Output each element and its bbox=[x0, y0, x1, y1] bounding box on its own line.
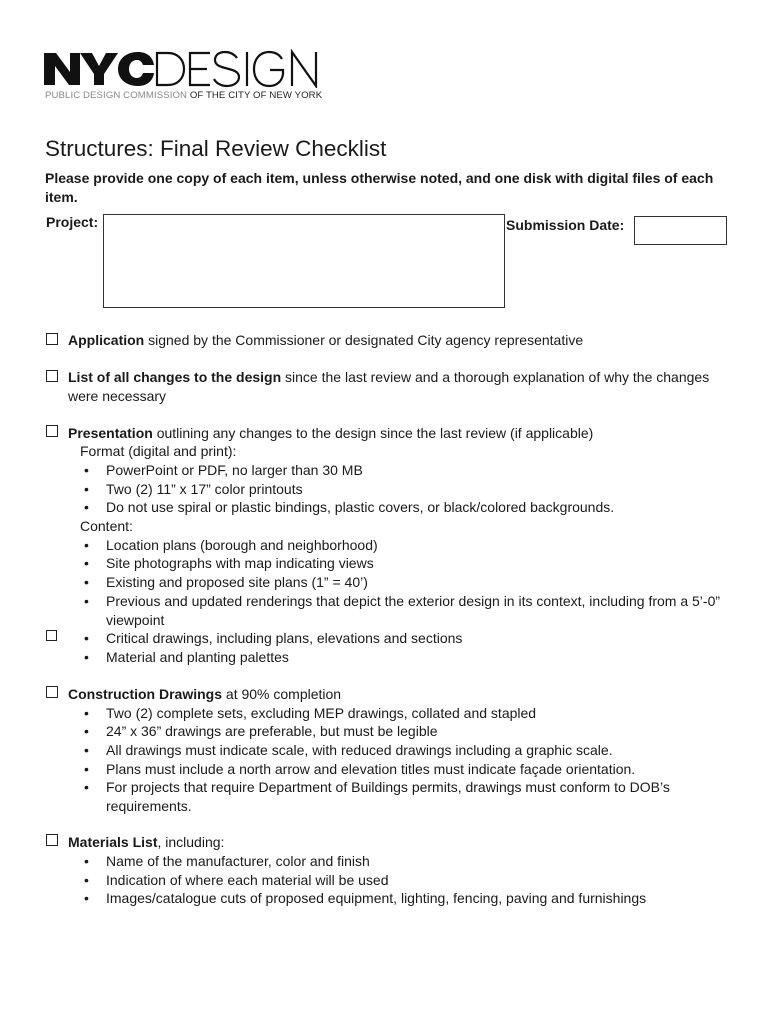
construction-item bbox=[68, 685, 738, 704]
content-label: Content: bbox=[80, 518, 133, 534]
logo-subtitle-dark: OF THE CITY OF NEW YORK bbox=[189, 90, 323, 101]
list-item: • All drawings must indicate scale, with reduced drawings including a graphic scale. bbox=[84, 742, 613, 758]
changes-text: since the last review and a thorough explanation of why the changes were necessary bbox=[68, 369, 710, 404]
list-item: • Two (2) 11” x 17” color printouts bbox=[84, 481, 303, 497]
presentation-title: Presentation bbox=[68, 425, 153, 441]
list-item: • Previous and updated renderings that depict the exterior design in its context, including from a 5’-0” viewpoint bbox=[84, 593, 721, 628]
list-item: • Images/catalogue cuts of proposed equipment, lighting, fencing, paving and furnishings bbox=[84, 890, 647, 906]
list-item: • Material and planting palettes bbox=[84, 649, 289, 665]
project-field[interactable] bbox=[103, 214, 505, 308]
presentation-checkbox[interactable] bbox=[46, 425, 58, 437]
construction-text: at 90% completion bbox=[222, 686, 342, 702]
logo-wordmark-text: NYCDESIGN bbox=[44, 85, 50, 86]
list-item: • Name of the manufacturer, color and finish bbox=[84, 853, 370, 869]
critical-drawings-checkbox[interactable] bbox=[46, 630, 57, 641]
changes-item bbox=[68, 368, 738, 405]
logo-subtitle bbox=[45, 90, 322, 101]
submission-date-field[interactable] bbox=[634, 216, 727, 245]
list-item: • Do not use spiral or plastic bindings, plastic covers, or black/colored backgrounds. bbox=[84, 499, 615, 515]
application-checkbox[interactable] bbox=[46, 333, 58, 345]
list-item: • Site photographs with map indicating views bbox=[84, 555, 374, 571]
materials-title: Materials List bbox=[68, 834, 158, 850]
nyc-design-wordmark bbox=[44, 44, 320, 88]
submission-date-label: Submission Date: bbox=[506, 217, 625, 233]
logo-subtitle-light: PUBLIC DESIGN COMMISSION bbox=[45, 90, 188, 101]
application-item bbox=[68, 331, 738, 350]
list-item: • Location plans (borough and neighborhood) bbox=[84, 537, 378, 553]
application-title: Application bbox=[68, 332, 145, 348]
materials-list-checkbox[interactable] bbox=[46, 834, 58, 846]
project-label: Project: bbox=[46, 214, 99, 230]
list-item: • PowerPoint or PDF, no larger than 30 MB bbox=[84, 462, 363, 478]
materials-item bbox=[68, 833, 738, 852]
list-item: • Plans must include a north arrow and elevation titles must indicate façade orientation. bbox=[84, 761, 636, 777]
intro-text: Please provide one copy of each item, unless otherwise noted, and one disk with digital files of each item. bbox=[45, 170, 714, 205]
materials-text: , including: bbox=[157, 834, 225, 850]
page-title: Structures: Final Review Checklist bbox=[45, 136, 387, 161]
format-label: Format (digital and print): bbox=[80, 443, 237, 459]
list-item: • Indication of where each material will be used bbox=[84, 872, 389, 888]
changes-checkbox[interactable] bbox=[46, 370, 58, 382]
nyc-design-logo bbox=[44, 44, 323, 101]
list-item: • Critical drawings, including plans, elevations and sections bbox=[84, 630, 463, 646]
list-item: • Existing and proposed site plans (1” = 40’) bbox=[84, 574, 368, 590]
list-item: • Two (2) complete sets, excluding MEP drawings, collated and stapled bbox=[84, 705, 537, 721]
construction-title: Construction Drawings bbox=[68, 686, 223, 702]
list-item: • For projects that require Department of Buildings permits, drawings must conform to DOB’s requirements. bbox=[84, 779, 670, 814]
application-text: signed by the Commissioner or designated City agency representative bbox=[144, 332, 584, 348]
construction-drawings-checkbox[interactable] bbox=[46, 686, 58, 698]
presentation-text: outlining any changes to the design since the last review (if applicable) bbox=[152, 425, 594, 441]
changes-title: List of all changes to the design bbox=[68, 369, 282, 385]
presentation-item bbox=[68, 424, 738, 443]
list-item: • 24” x 36” drawings are preferable, but must be legible bbox=[84, 723, 438, 739]
